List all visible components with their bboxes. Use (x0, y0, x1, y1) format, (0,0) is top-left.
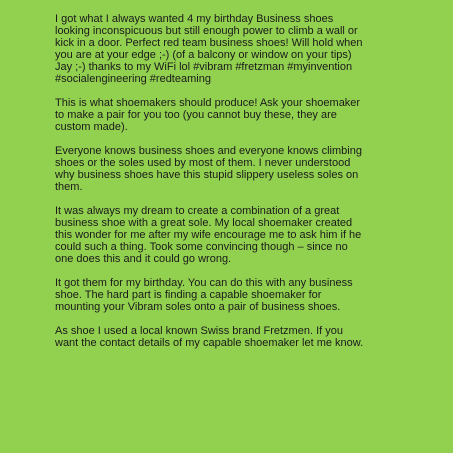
post-paragraph-shoemakers: This is what shoemakers should produce! Ask your shoemaker to make a pair for you too (you cannot buy these, they are custom made). (55, 97, 361, 133)
post-paragraph-brand: As shoe I used a local known Swiss brand Fretzmen. If you want the contact details of my capable shoemaker let me know. (55, 325, 364, 349)
post-paragraph-birthday: It got them for my birthday. You can do this with any business shoe. The hard part is finding a capable shoemaker for mounting your Vibram soles onto a pair of business shoes. (55, 277, 353, 313)
post-paragraph-dream: It was always my dream to create a combination of a great business shoe with a great sole. My local shoemaker created this wonder for me after my wife encourage me to ask him if he could such a thing. Took some convincing though – since no one does this and it could go wrong. (55, 205, 362, 265)
post-paragraph-intro: I got what I always wanted 4 my birthday Business shoes looking inconspicuous but still enough power to climb a wall or kick in a door. Perfect red team business shoes! Will hold when you are at your edge ;-) (of a balcony or window on your tips) Jay ;-) thanks to my WiFi lol #vibram #fretzman #myinvention #socialengineering #redteaming (55, 13, 363, 85)
post-paragraph-soles: Everyone knows business shoes and everyone knows climbing shoes or the soles used by most of them. I never understood why business shoes have this stupid slippery useless soles on them. (55, 145, 362, 193)
